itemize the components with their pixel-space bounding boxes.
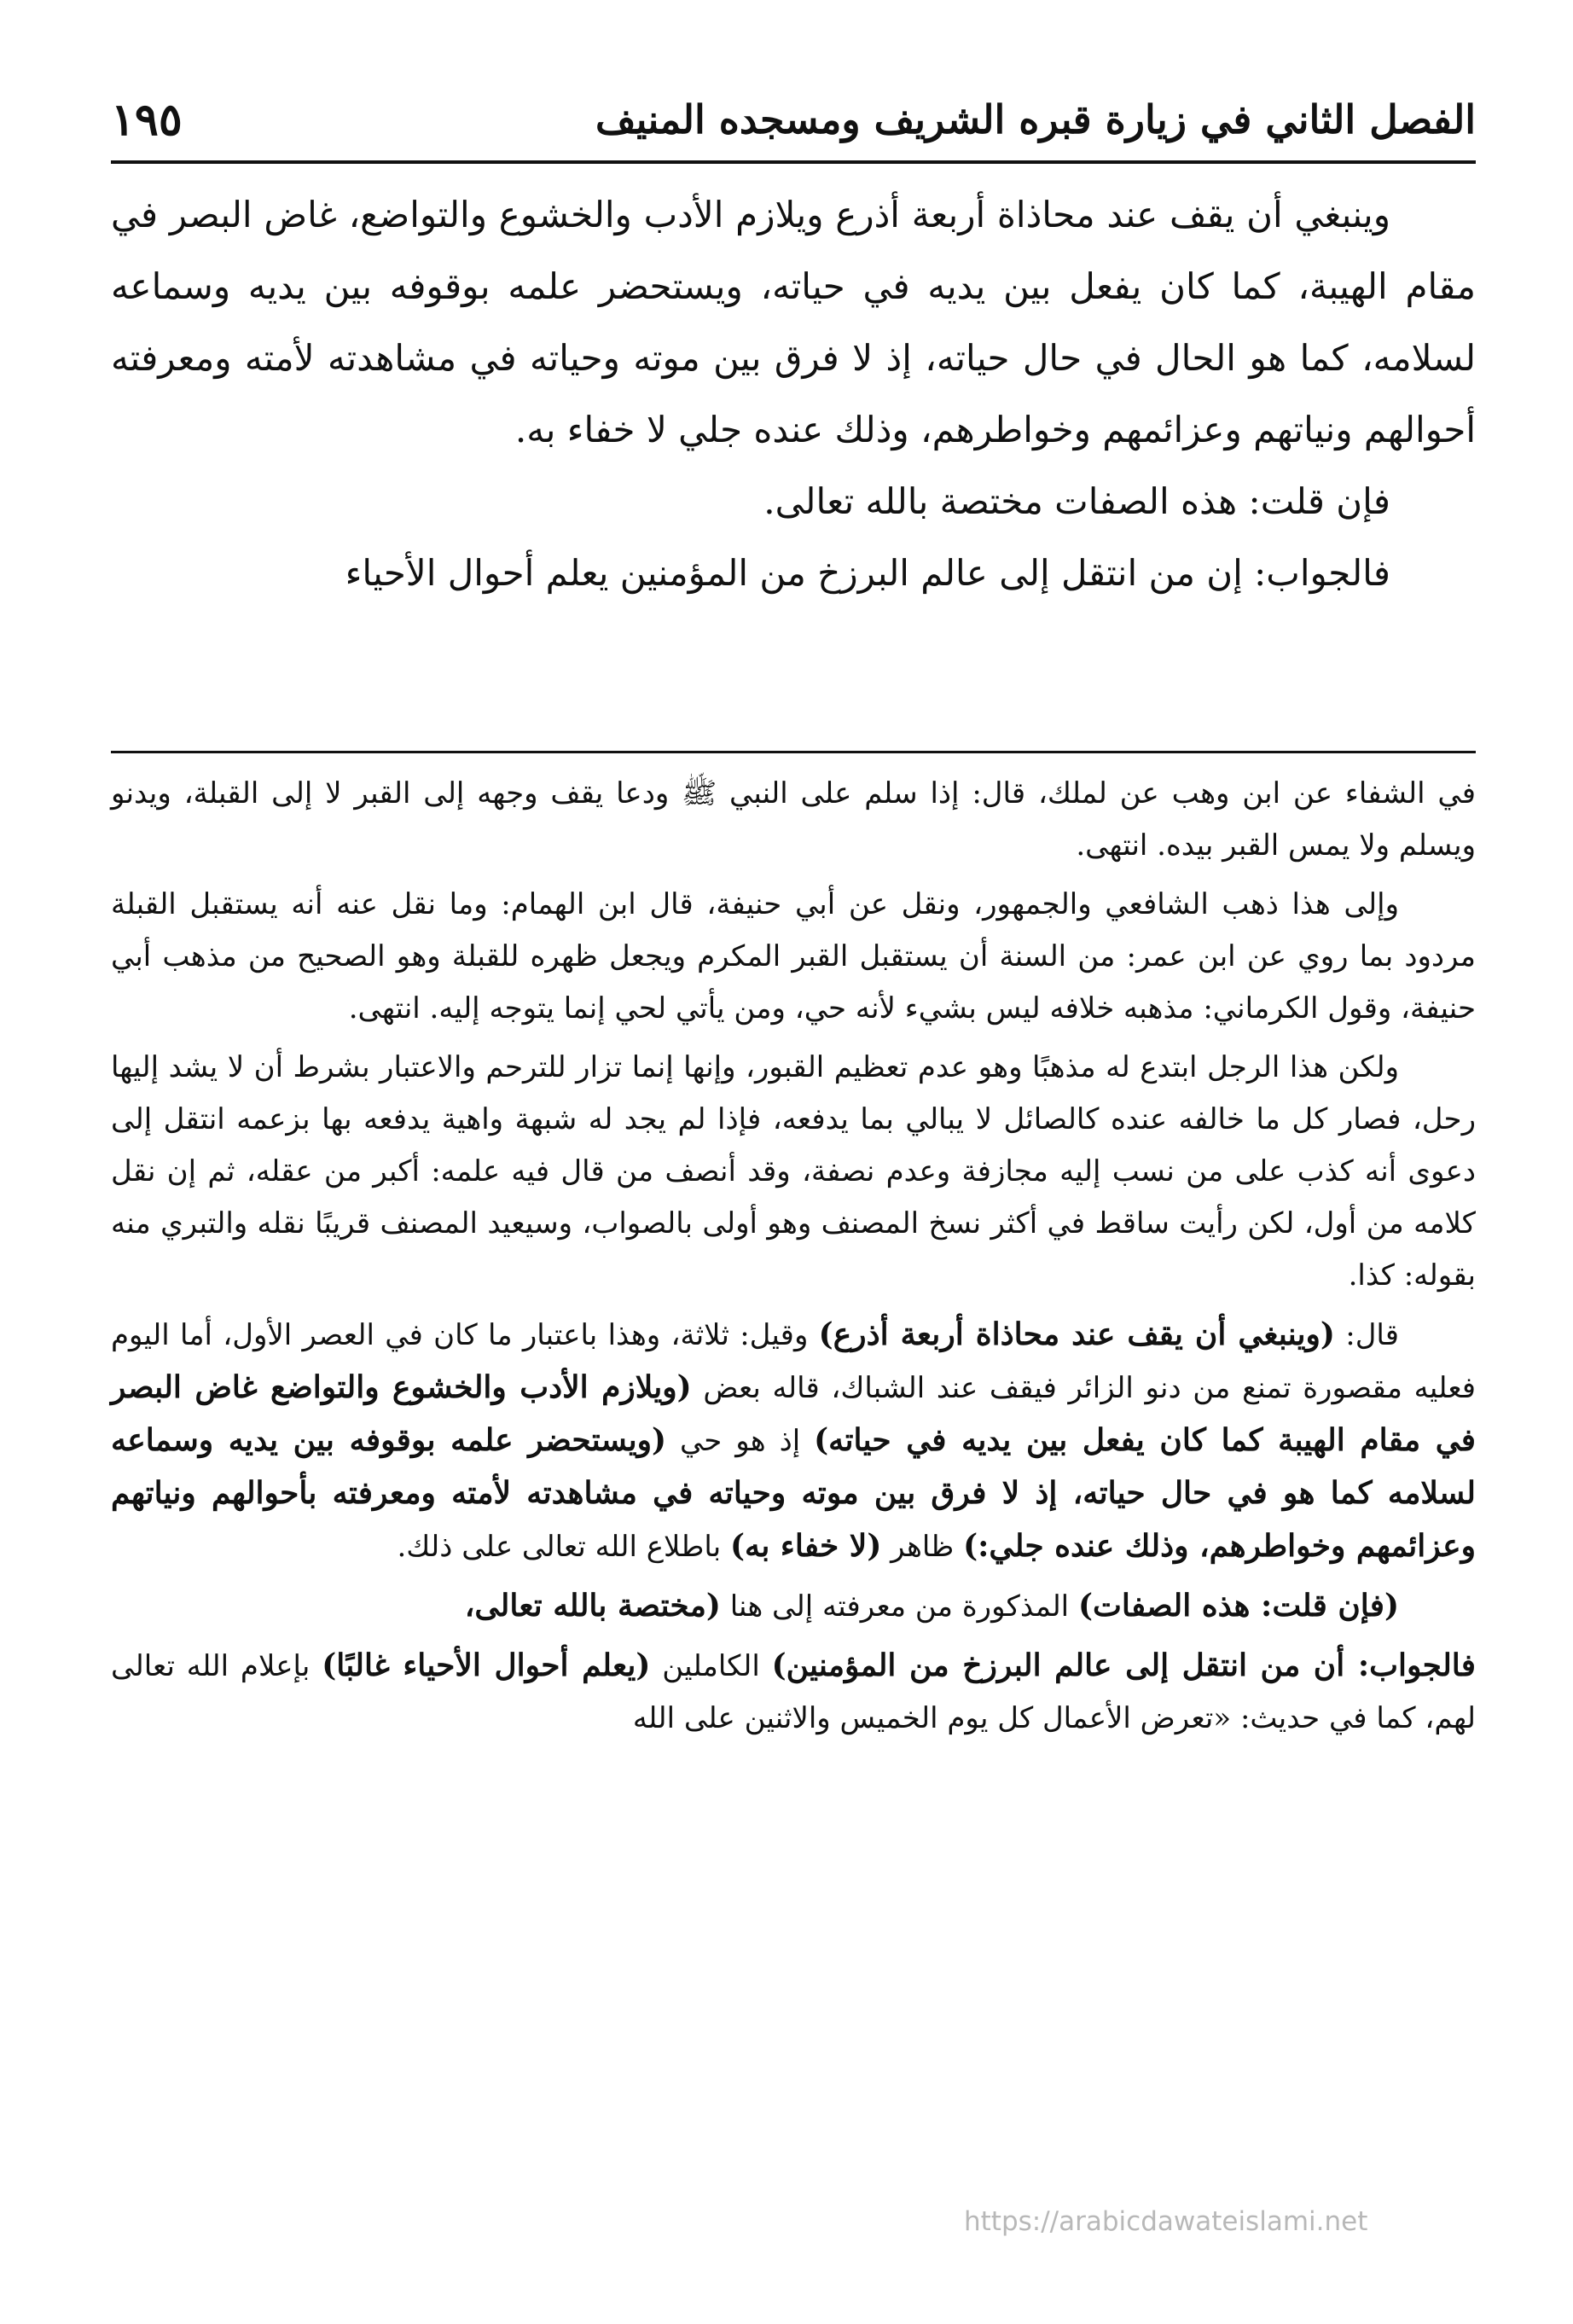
quoted-matn: (لا خفاء به) [730, 1528, 882, 1564]
main-paragraph-3: فالجواب: إن من انتقل إلى عالم البرزخ من المؤمنين يعلم أحوال الأحياء [345, 552, 1390, 594]
source-watermark: https://arabicdawateislami.net [964, 2206, 1368, 2237]
note-paragraph-1: في الشفاء عن ابن وهب عن لملك، قال: إذا سلم على النبي ﷺ ودعا يقف وجهه إلى القبر لا إلى القبلة، ويدنو ويسلم ولا يمس القبر بيده. انتهى. [111, 776, 1476, 863]
quoted-matn: (ويستحضر علمه بوقوفه بين يديه وسماعه لسلامه كما هو في حال حياته، إذ لا فرق بين موته وحياته في مشاهدته لأمته ومعرفته بأحوالهم ونياتهم وعزائمهم وخواطرهم، وذلك عنده جلي:) [111, 1422, 1476, 1564]
note-text: بإعلام الله تعالى لهم، كما في حديث: «تعرض الأعمال كل يوم الخميس والاثنين على الله [111, 1649, 1476, 1735]
page-number: ١٩٥ [111, 93, 183, 146]
main-paragraph-1: وينبغي أن يقف عند محاذاة أربعة أذرع ويلازم الأدب والخشوع والتواضع، غاض البصر في مقام الهيبة، كما كان يفعل بين يديه في حياته، ويستحضر علمه بوقوفه بين يديه وسماعه لسلامه، كما هو الحال في حال حياته، إذ لا فرق بين موته وحياته في مشاهدته لأمته ومعرفته أحوالهم ونياتهم وعزائمهم وخواطرهم، وذلك عنده جلي لا خفاء به. [111, 194, 1476, 450]
note-paragraph-3: ولكن هذا الرجل ابتدع له مذهبًا وهو عدم تعظيم القبور، وإنها إنما تزار للترحم والاعتبار بشرط أن لا يشد إليها رحل، فصار كل ما خالفه عنده كالصائل لا يبالي بما يدفعه، فإذا لم يجد له شبهة واهية يدفعه بها بزعمه انتقل إلى دعوى أنه كذب على من نسب إليه مجازفة وعدم نصفة، وقد أنصف من قال فيه علمه: أكبر من عقله، ثم إن نقل كلامه من أول، لكن رأيت ساقط في أكثر نسخ المصنف وهو أولى بالصواب، وسيعيد المصنف قريبًا نقله والتبري منه بقوله: كذا. [111, 1050, 1476, 1293]
note-text: الكاملين [650, 1649, 772, 1683]
quoted-matn: (يعلم أحوال الأحياء غالبًا) [322, 1647, 651, 1683]
chapter-title: الفصل الثاني في زيارة قبره الشريف ومسجده المنيف [595, 96, 1476, 142]
note-text: قال: [1334, 1318, 1400, 1352]
quoted-matn: (وينبغي أن يقف عند محاذاة أربعة أذرع) [818, 1316, 1335, 1352]
book-page [111, 85, 1476, 2269]
note-paragraph-4 [111, 1309, 1476, 1573]
quoted-matn: (فإن قلت: هذه الصفات) [1077, 1588, 1399, 1624]
main-text [111, 179, 1476, 609]
note-paragraph-5 [111, 1580, 1476, 1633]
commentary-notes [111, 768, 1476, 1752]
note-text: ظاهر [881, 1530, 964, 1564]
quoted-matn: (ويلازم الأدب والخشوع والتواضع غاض البصر في مقام الهيبة كما كان يفعل بين يديه في حياته) [111, 1369, 1476, 1458]
footnote-divider [111, 751, 1476, 753]
header-divider [111, 160, 1476, 164]
quoted-matn: (مختصة بالله تعالى، [464, 1588, 721, 1624]
page-header [111, 85, 1476, 154]
note-paragraph-6 [111, 1640, 1476, 1745]
main-paragraph-2: فإن قلت: هذه الصفات مختصة بالله تعالى. [763, 480, 1390, 522]
note-text: إذ هو حي [666, 1424, 815, 1458]
note-paragraph-2: وإلى هذا ذهب الشافعي والجمهور، ونقل عن أبي حنيفة، قال ابن الهمام: وما نقل عنه أنه يستقبل القبلة مردود بما روي عن ابن عمر: من السنة أن يستقبل القبر المكرم ويجعل ظهره للقبلة وهو الصحيح من مذهب أبي حنيفة، وقول الكرماني: مذهبه خلافه ليس بشيء لأنه حي، ومن يأتي لحي إنما يتوجه إليه. انتهى. [111, 887, 1476, 1025]
note-text: باطلاع الله تعالى على ذلك. [397, 1530, 731, 1564]
note-text: المذكورة من معرفته إلى هنا [720, 1589, 1078, 1624]
note-text: وقيل: ثلاثة، وهذا باعتبار ما كان في العصر الأول، أما اليوم فعليه مقصورة تمنع من دنو الزائر فيقف عند الشباك، قاله بعض [111, 1318, 1476, 1405]
quoted-matn: فالجواب: أن من انتقل إلى عالم البرزخ من المؤمنين) [771, 1647, 1476, 1683]
